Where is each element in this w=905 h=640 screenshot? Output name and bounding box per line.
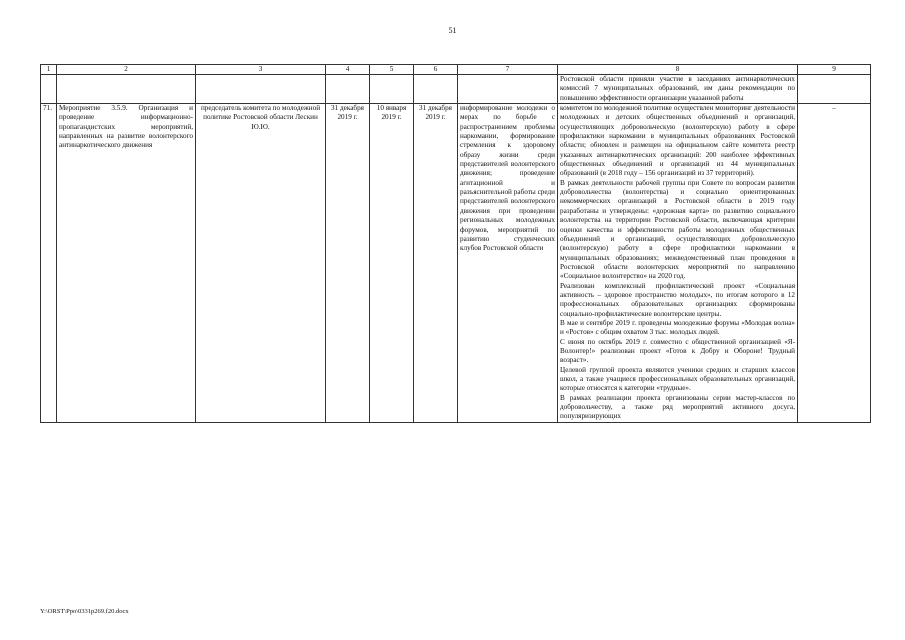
table-row: [41, 104, 871, 423]
column-number: 5: [370, 65, 414, 75]
result-paragraph: С июня по октябрь 2019 г. совместно с общественной организацией «Я-Волонтер!» реализован проект «Готов к Добру и Обороне! Трудный возраст».: [560, 337, 795, 365]
result-paragraph: Реализован комплексный профилактический проект «Социальная активность – здоровое пространство молодых», по итогам которого в 12 профессиональных образовательных организациях сформированы социально-профилактические волонтерские центры.: [560, 281, 795, 318]
event-name: Мероприятие 3.5.9. Организация и проведение информационно-пропагандистских мероприятий, направленных на развитие волонтерского антинаркотического движения: [57, 104, 196, 423]
continuation-text: Ростовской области приняли участие в заседаниях антинаркотических комиссий 7 муниципальных образований, им даны рекомендации по повышению эффективности организации указанной работы: [558, 75, 798, 104]
result-paragraph: В мае и сентябре 2019 г. проведены молодежные форумы «Молодая волна» и «Ростов» с общим охватом 3 тыс. молодых людей.: [560, 318, 795, 337]
column-number: 1: [41, 65, 57, 75]
column-numbers-row: [41, 65, 871, 75]
column-number: 4: [326, 65, 370, 75]
report-table: [40, 64, 871, 423]
result-text: [558, 104, 798, 423]
file-path: Y:\ORST\Ppo\0331p269.f20.docx: [40, 608, 129, 615]
column-number: 9: [798, 65, 871, 75]
expected-result: информирование молодежи о мерах по борьбе с распространением проблемы наркомании, формирование стремления к здоровому образу жизни среди представителей волонтерского движения; проведение агитационной и разъяснительной работы среди представителей волонтерского движения при проведении региональных молодежных форумов, мероприятий по развитию студенческих клубов Ростовской области: [458, 104, 558, 423]
result-paragraph: В рамках реализации проекта организованы серии мастер-классов по добровольчеству, а также ряд мероприятий активного досуга, популяризирующих: [560, 393, 795, 421]
column-number: 7: [458, 65, 558, 75]
row-number: 71.: [41, 104, 57, 423]
column-number: 6: [414, 65, 458, 75]
column-number: 8: [558, 65, 798, 75]
note: –: [798, 104, 871, 423]
continuation-row: [41, 75, 871, 104]
end-date: 31 декабря 2019 г.: [414, 104, 458, 423]
result-paragraph: комитетом по молодежной политике осуществлен мониторинг деятельности молодежных и детских общественных объединений и организаций, осуществляющих добровольческую (волонтерскую) работу в сфере профилактики наркомании в муниципальных образованиях Ростовской области; обновлен и размещен на официальном сайте комитета реестр указанных антинаркотических организаций: 200 наиболее эффективных общественных объединений и организаций из 44 муниципальных образований (в 2018 году – 156 организаций из 37 территорий).: [560, 104, 795, 178]
start-date: 10 января 2019 г.: [370, 104, 414, 423]
planned-date: 31 декабря 2019 г.: [326, 104, 370, 423]
page-number: 51: [448, 26, 457, 35]
column-number: 3: [196, 65, 326, 75]
column-number: 2: [57, 65, 196, 75]
result-paragraph: В рамках деятельности рабочей группы при Совете по вопросам развития добровольчества (волонтерства) и социально ориентированных некоммерческих организаций в Ростовской области в 2019 году разработаны и утверждены: «дорожная карта» по развитию социального волонтерства на территории Ростовской области, включающая критерии оценки качества и эффективности работы молодежных общественных объединений и организаций, осуществляющих добровольческую (волонтерскую) работу в сфере профилактики наркомании в муниципальных образованиях; межведомственный план проведения в Ростовской области волонтерских мероприятий по направлению «Социальное волонтерство» на 2020 год.: [560, 178, 795, 281]
result-paragraph: Целевой группой проекта являются ученики средних и старших классов школ, а также учащиеся профессиональных образовательных организаций, которые относятся к категории «трудные».: [560, 365, 795, 393]
responsible-person: председатель комитета по молодежной политике Ростовской области Лескин Ю.Ю.: [196, 104, 326, 423]
